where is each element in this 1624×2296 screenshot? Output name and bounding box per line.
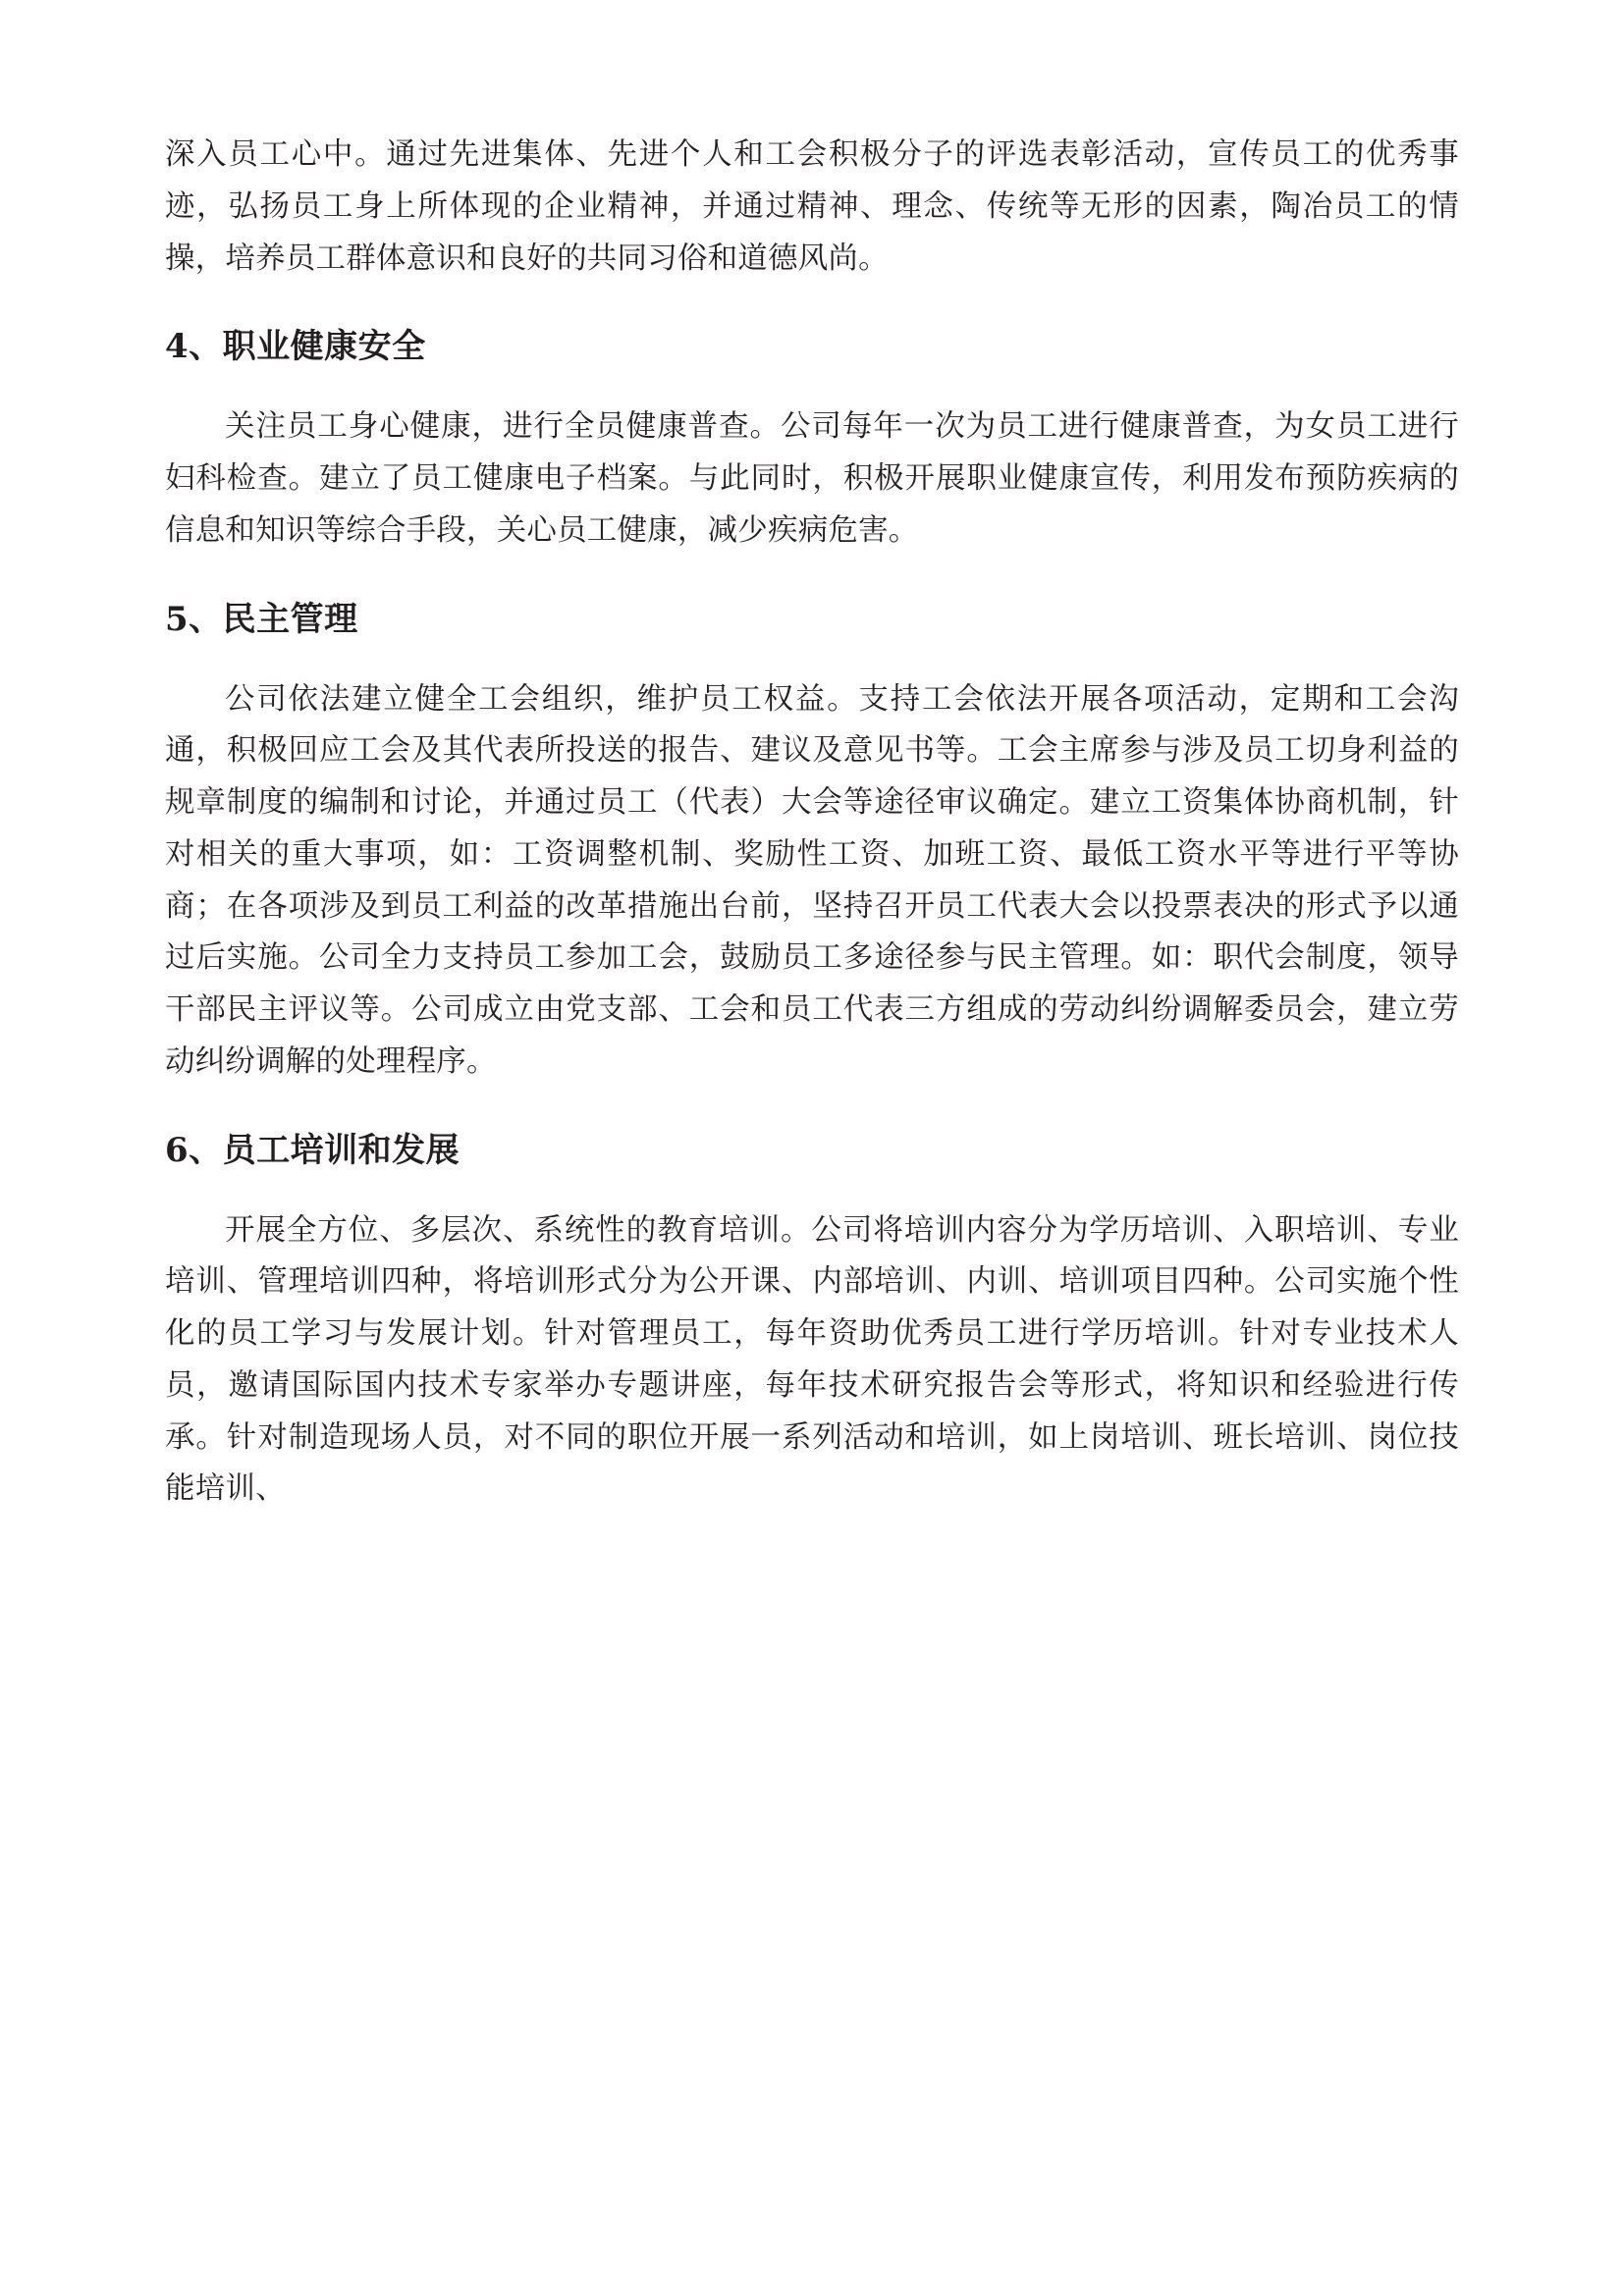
section-heading-occupational-health-safety: 4、职业健康安全	[165, 327, 426, 367]
section-heading-democratic-management: 5、民主管理	[165, 599, 358, 639]
paragraph-continuation: 深入员工心中。通过先进集体、先进个人和工会积极分子的评选表彰活动，宣传员工的优秀事迹，弘扬员工身上所体现的企业精神，并通过精神、理念、传统等无形的因素，陶冶员工的情操，培养员工群体意识和良好的共同习俗和道德风尚。	[165, 137, 1459, 276]
spacer	[165, 1089, 1459, 1126]
spacer	[165, 1176, 1459, 1205]
section-paragraph-employee-training-development: 开展全方位、多层次、系统性的教育培训。公司将培训内容分为学历培训、入职培训、专业培训、管理培训四种，将培训形式分为公开课、内部培训、内训、培训项目四种。公司实施个性化的员工学习与发展计划。针对管理员工，每年资助优秀员工进行学历培训。针对专业技术人员，邀请国际国内技术专家举办专题讲座，每年技术研究报告会等形式，将知识和经验进行传承。针对制造现场人员，对不同的职位开展一系列活动和培训，如上岗培训、班长培训、岗位技能培训、	[165, 1212, 1459, 1507]
spacer	[165, 372, 1459, 401]
section-heading-employee-training-development: 6、员工培训和发展	[165, 1130, 460, 1170]
section-paragraph-democratic-management: 公司依法建立健全工会组织，维护员工权益。支持工会依法开展各项活动，定期和工会沟通，积极回应工会及其代表所投送的报告、建议及意见书等。工会主席参与涉及员工切身利益的规章制度的编制和讨论，并通过员工（代表）大会等途径审议确定。建立工资集体协商机制，针对相关的重大事项，如：工资调整机制、奖励性工资、加班工资、最低工资水平等进行平等协商；在各项涉及到员工利益的改革措施出台前，坚持召开员工代表大会以投票表决的形式予以通过后实施。公司全力支持员工参加工会，鼓励员工多途径参与民主管理。如：职代会制度，领导干部民主评议等。公司成立由党支部、工会和员工代表三方组成的劳动纠纷调解委员会，建立劳动纠纷调解的处理程序。	[165, 681, 1459, 1079]
spacer	[165, 285, 1459, 322]
section-paragraph-occupational-health-safety: 关注员工身心健康，进行全员健康普查。公司每年一次为员工进行健康普查，为女员工进行妇科检查。建立了员工健康电子档案。与此同时，积极开展职业健康宣传，利用发布预防疾病的信息和知识等综合手段，关心员工健康，减少疾病危害。	[165, 409, 1459, 548]
spacer	[165, 645, 1459, 674]
spacer	[165, 558, 1459, 595]
